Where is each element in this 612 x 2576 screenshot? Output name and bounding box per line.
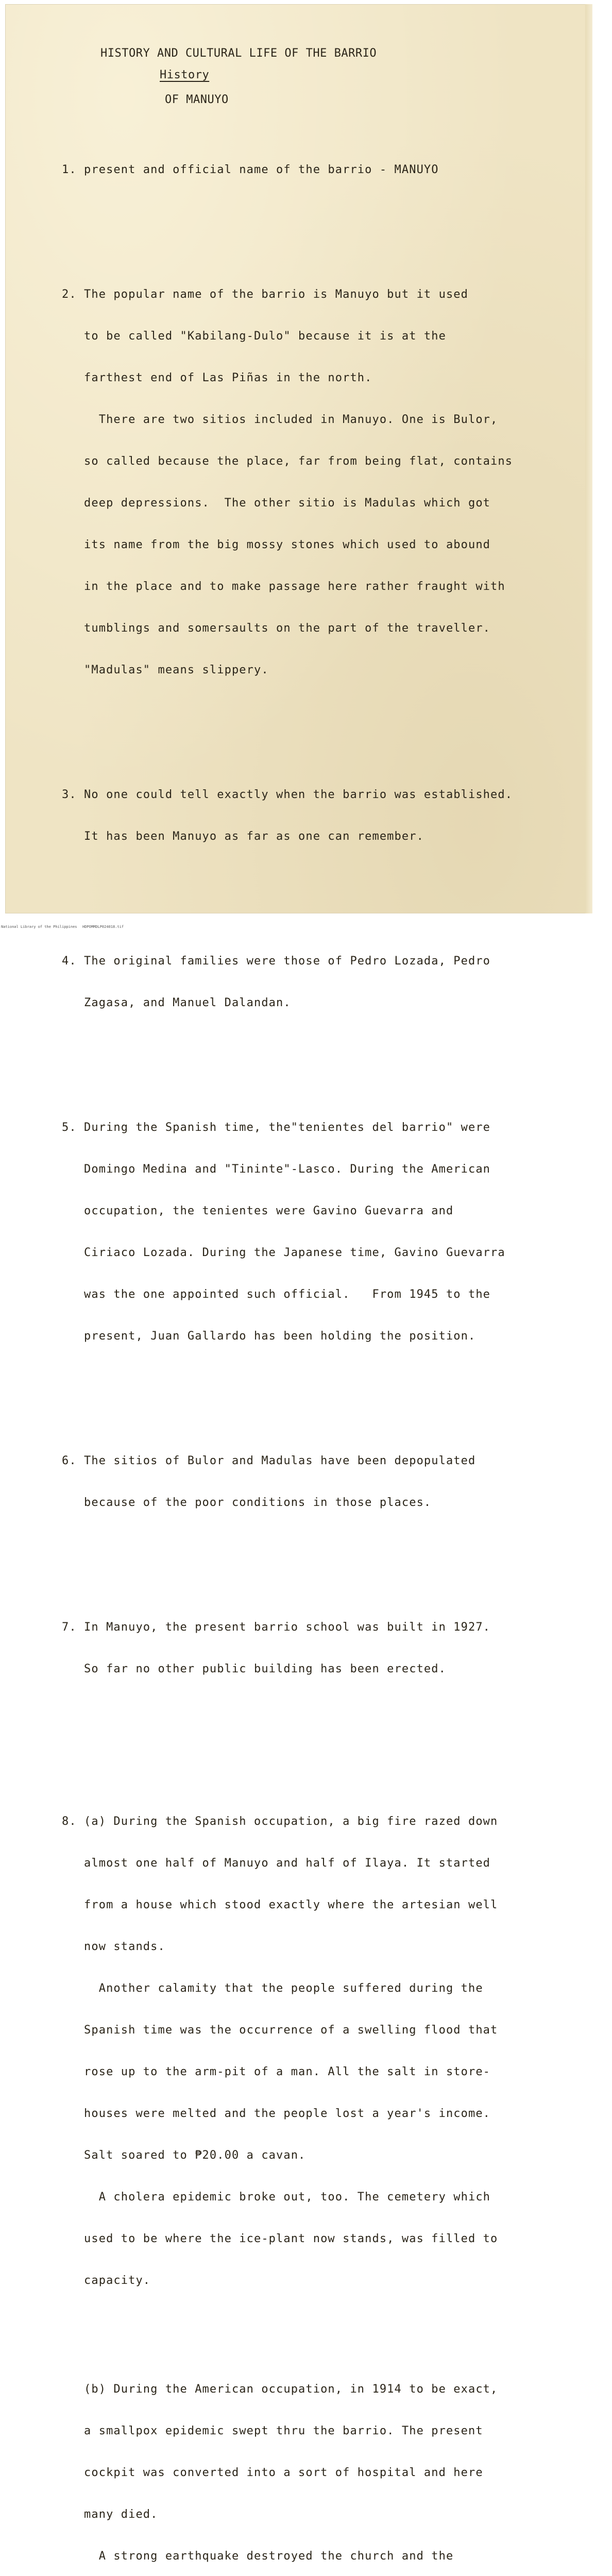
text-line: Another calamity that the people suffered during the — [62, 1982, 483, 1995]
text-line: 8. (a) During the Spanish occupation, a big fire razed down — [62, 1815, 498, 1828]
list-item-6 — [62, 1426, 513, 1537]
sub-item-a — [62, 1787, 513, 2315]
text-line: deep depressions. The other sitio is Madulas which got — [62, 497, 491, 510]
text-line: 3. No one could tell exactly when the barrio was established. — [62, 788, 513, 801]
text-line: farthest end of Las Piñas in the north. — [62, 371, 372, 384]
text-line: 2. The popular name of the barrio is Manuyo but it used — [62, 288, 468, 301]
scan-footer — [0, 922, 612, 931]
text-line: used to be where the ice-plant now stands, was filled to — [62, 2232, 498, 2245]
list-item-5 — [62, 1093, 513, 1371]
text-line: to be called "Kabilang-Dulo" because it is at the — [62, 330, 446, 343]
text-line: was the one appointed such official. From 1945 to the — [62, 1288, 491, 1301]
text-line: 1. present and official name of the barrio - MANUYO — [62, 163, 439, 176]
text-line: Spanish time was the occurrence of a swelling flood that — [62, 2024, 498, 2037]
text-line: 4. The original families were those of Pedro Lozada, Pedro — [62, 955, 491, 968]
text-line: 7. In Manuyo, the present barrio school was built in 1927. — [62, 1621, 491, 1634]
text-line: from a house which stood exactly where the artesian well — [62, 1899, 498, 1911]
text-line: a smallpox epidemic swept thru the barrio. The present — [62, 2425, 483, 2437]
text-line: (b) During the American occupation, in 1914 to be exact, — [62, 2383, 498, 2396]
section-heading: History — [160, 69, 210, 81]
title-line-1: HISTORY AND CULTURAL LIFE OF THE BARRIO — [100, 47, 377, 60]
text-line: tumblings and somersaults on the part of the traveller. — [62, 622, 491, 635]
list-item-2 — [62, 260, 513, 705]
text-line: so called because the place, far from being flat, contains — [62, 455, 513, 468]
text-line: So far no other public building has been erected. — [62, 1663, 446, 1675]
list-item-7 — [62, 1592, 513, 1704]
list-item-3 — [62, 760, 513, 871]
title-line-2: OF MANUYO — [165, 93, 229, 106]
text-line: A cholera epidemic broke out, too. The cemetery which — [62, 2191, 491, 2204]
list-item-8 — [62, 1759, 513, 2576]
text-line: because of the poor conditions in those places. — [62, 1496, 432, 1509]
text-line: its name from the big mossy stones which used to abound — [62, 538, 491, 551]
sub-item-b — [62, 2354, 513, 2576]
text-line: present, Juan Gallardo has been holding the position. — [62, 1330, 476, 1343]
text-line: Zagasa, and Manuel Dalandan. — [62, 996, 291, 1009]
text-line: many died. — [62, 2508, 158, 2521]
scan-filename: HDPOMMDLP024018.tif — [82, 925, 124, 929]
text-line: Domingo Medina and "Tininte"-Lasco. During the American — [62, 1163, 491, 1176]
list-item-1 — [62, 135, 513, 205]
text-line: Salt soared to ₱20.00 a cavan. — [62, 2149, 306, 2162]
text-line: A strong earthquake destroyed the church and the — [62, 2550, 454, 2563]
text-line: houses were melted and the people lost a year's income. — [62, 2107, 491, 2120]
list-item-4 — [62, 926, 513, 1038]
text-line: rose up to the arm-pit of a man. All the salt in store- — [62, 2065, 491, 2078]
page-edge-strip — [585, 4, 592, 913]
text-line: cockpit was converted into a sort of hospital and here — [62, 2466, 483, 2479]
text-line: in the place and to make passage here rather fraught with — [62, 580, 505, 593]
text-line: "Madulas" means slippery. — [62, 664, 269, 676]
text-line: There are two sitios included in Manuyo. One is Bulor, — [62, 413, 498, 426]
history-list — [62, 107, 513, 2576]
text-line: now stands. — [62, 1940, 165, 1953]
text-line: 6. The sitios of Bulor and Madulas have been depopulated — [62, 1454, 476, 1467]
text-line: Ciriaco Lozada. During the Japanese time, Gavino Guevarra — [62, 1246, 505, 1259]
text-line: It has been Manuyo as far as one can remember. — [62, 830, 424, 843]
library-credit: National Library of the Philippines — [1, 925, 77, 929]
text-line: almost one half of Manuyo and half of Ilaya. It started — [62, 1857, 491, 1870]
text-line: occupation, the tenientes were Gavino Guevarra and — [62, 1205, 454, 1217]
text-line: 5. During the Spanish time, the"tenientes del barrio" were — [62, 1121, 491, 1134]
text-line: capacity. — [62, 2274, 151, 2287]
